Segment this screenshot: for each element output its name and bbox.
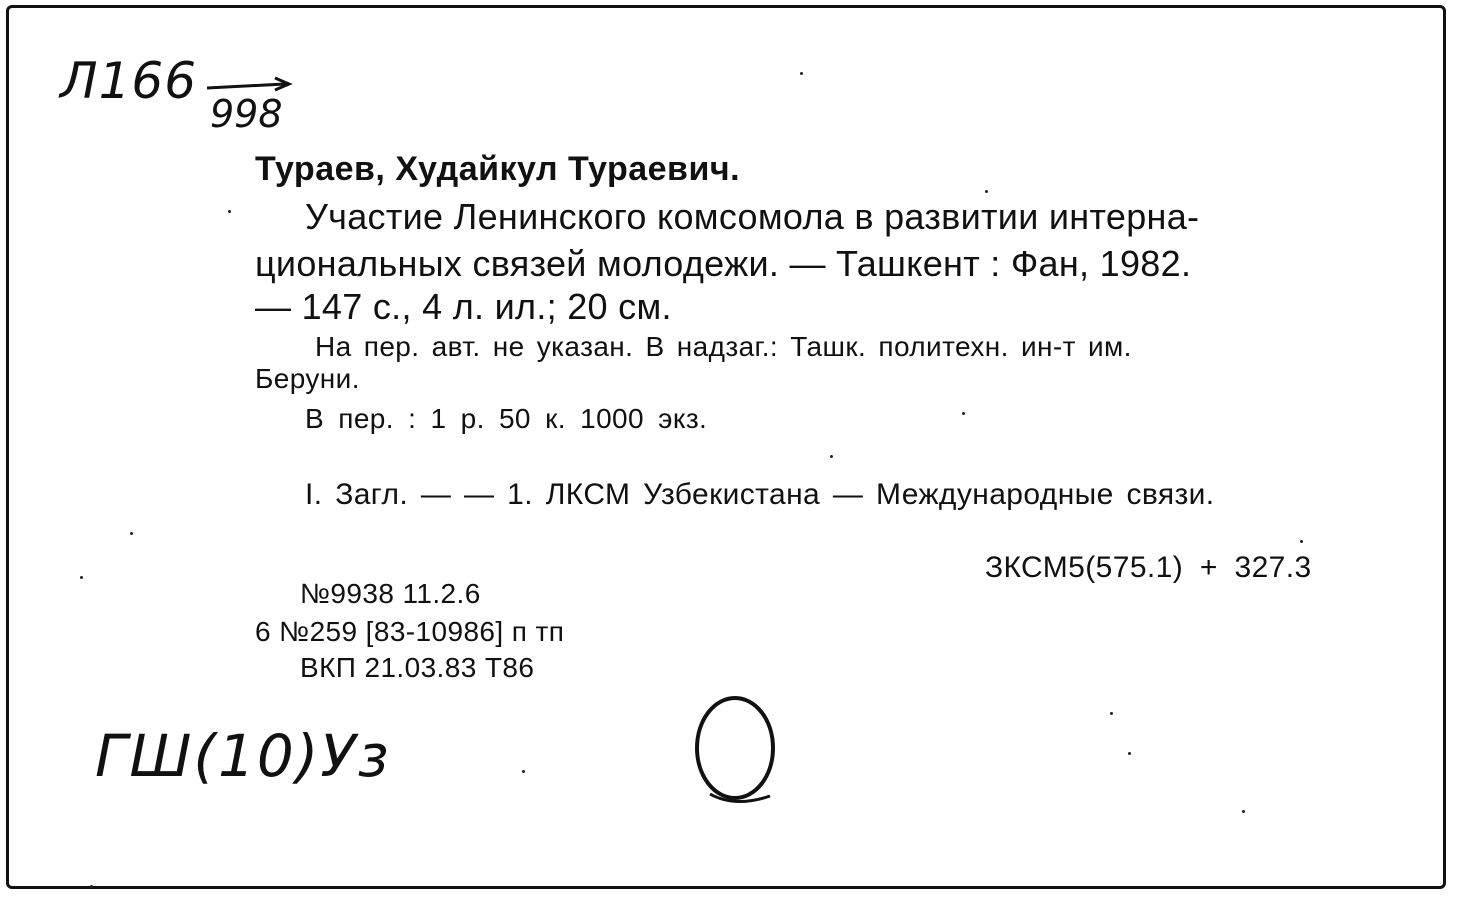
speck: [985, 190, 988, 193]
title-line-2: циональных связей молодежи. — Ташкент : Фан, 1982.: [255, 243, 1192, 284]
classification-index: ЗКСМ5(575.1) + 327.3: [985, 551, 1312, 584]
speck: [130, 532, 133, 535]
speck: [800, 72, 803, 75]
speck: [80, 576, 83, 579]
shelf-mark-handwritten: [95, 722, 391, 790]
call-number-handwritten: [60, 52, 197, 110]
inventory-number: 998: [210, 92, 283, 136]
punch-hole-icon: [690, 690, 790, 810]
speck: [830, 455, 833, 458]
speck: [1242, 810, 1245, 813]
speck: [228, 210, 231, 213]
speck: [522, 770, 525, 773]
note-line-2: Беруни.: [255, 363, 360, 394]
price-line: В пер. : 1 р. 50 к. 1000 экз.: [305, 403, 708, 434]
tracing-line: I. Загл. — — 1. ЛКСМ Узбекистана — Международные связи.: [305, 478, 1215, 511]
speck: [1110, 712, 1113, 715]
call-number: Л166: [60, 52, 198, 110]
note-line-1: На пер. авт. не указан. В надзаг.: Ташк. политехн. ин-т им.: [315, 331, 1132, 362]
speck: [1128, 752, 1131, 755]
shelf-mark: ГШ(10)Уз: [95, 722, 391, 790]
author-heading: Тураев, Худайкул Тураевич.: [255, 150, 741, 188]
speck: [90, 885, 93, 888]
speck: [962, 412, 965, 415]
print-line-2: 6 №259 [83-10986] п тп: [255, 616, 565, 647]
title-line-3: — 147 с., 4 л. ил.; 20 см.: [255, 286, 672, 327]
speck: [1300, 540, 1303, 543]
print-line-1: №9938 11.2.6: [300, 578, 481, 609]
title-line-1: Участие Ленинского комсомола в развитии интерна-: [305, 196, 1200, 237]
print-line-3: ВКП 21.03.83 Т86: [300, 652, 535, 683]
inventory-number-handwritten: [210, 92, 283, 136]
